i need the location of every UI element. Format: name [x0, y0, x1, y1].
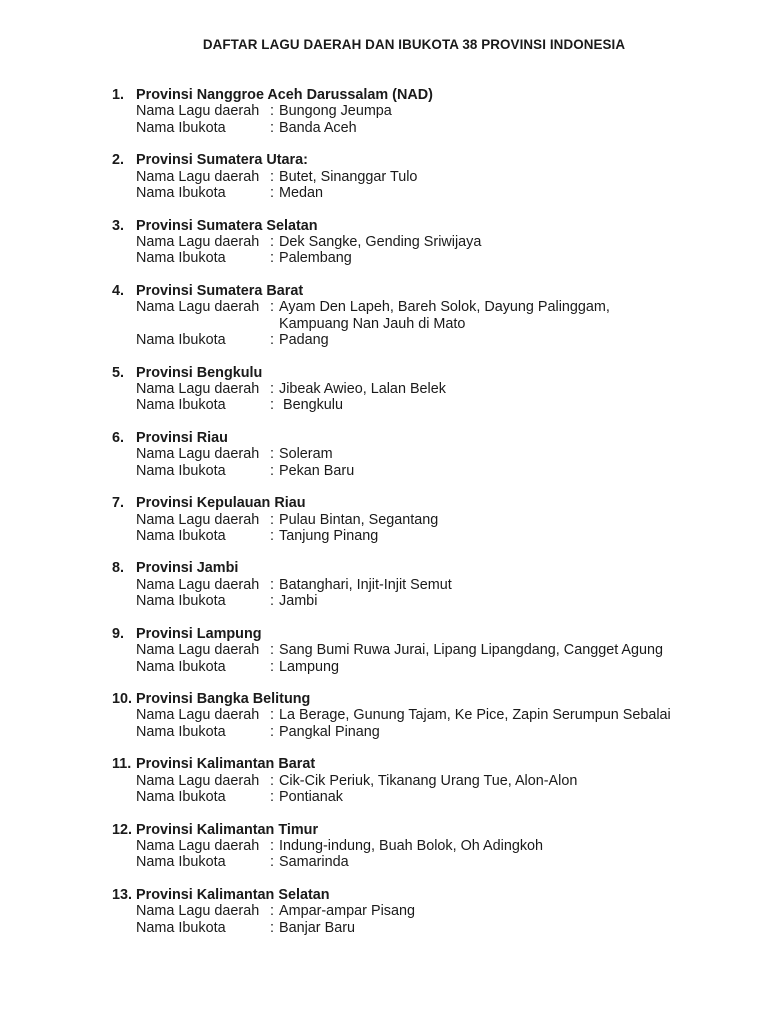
capital-label: Nama Ibukota [136, 250, 226, 267]
entry-number: 11. [112, 756, 132, 773]
capital-row [136, 185, 323, 201]
province-entry [0, 560, 768, 625]
separator: : [270, 576, 274, 593]
song-row [136, 169, 417, 185]
capital-label: Nama Ibukota [136, 723, 226, 740]
song-row [136, 103, 392, 119]
capital-row [136, 250, 352, 266]
song-value-continued: Kampuang Nan Jauh di Mato [279, 315, 466, 332]
capital-label: Nama Ibukota [136, 593, 226, 610]
entry-number: 3. [112, 217, 125, 234]
song-row [136, 707, 671, 723]
capital-row [136, 463, 354, 479]
song-value: Indung-indung, Buah Bolok, Oh Adingkoh [279, 838, 544, 855]
song-value: Bungong Jeumpa [279, 103, 392, 120]
separator: : [270, 103, 274, 120]
separator: : [270, 380, 274, 397]
separator: : [270, 185, 274, 202]
separator: : [270, 527, 274, 544]
capital-label: Nama Ibukota [136, 462, 226, 479]
capital-value: Lampung [279, 658, 340, 675]
song-value: Butet, Sinanggar Tulo [279, 168, 418, 185]
entry-number: 5. [112, 364, 125, 381]
song-value: Dek Sangke, Gending Sriwijaya [279, 233, 482, 250]
capital-row [136, 120, 357, 136]
separator: : [270, 168, 274, 185]
separator: : [270, 332, 274, 349]
capital-row [136, 593, 317, 609]
song-label: Nama Lagu daerah [136, 168, 260, 185]
song-label: Nama Lagu daerah [136, 642, 260, 659]
song-value: Jibeak Awieo, Lalan Belek [279, 380, 446, 397]
song-row [136, 299, 610, 315]
province-entry [0, 365, 768, 430]
province-entry [0, 430, 768, 495]
capital-row [136, 789, 343, 805]
entry-number: 8. [112, 560, 125, 577]
song-label: Nama Lagu daerah [136, 707, 260, 724]
capital-row [136, 724, 380, 740]
province-name: Provinsi Sumatera Barat [136, 282, 304, 299]
song-label: Nama Lagu daerah [136, 903, 260, 920]
province-entry [0, 495, 768, 560]
song-label: Nama Lagu daerah [136, 299, 260, 316]
separator: : [270, 919, 274, 936]
song-label: Nama Lagu daerah [136, 446, 260, 463]
entry-number: 13. [112, 886, 133, 903]
song-value: Sang Bumi Ruwa Jurai, Lipang Lipangdang, Cangget Agung [279, 642, 664, 659]
song-label: Nama Lagu daerah [136, 103, 260, 120]
separator: : [270, 250, 274, 267]
capital-value: Banjar Baru [279, 919, 355, 936]
province-list [0, 87, 768, 952]
province-name: Provinsi Sumatera Selatan [136, 217, 318, 234]
separator: : [270, 593, 274, 610]
separator: : [270, 789, 274, 806]
separator: : [270, 772, 274, 789]
capital-label: Nama Ibukota [136, 397, 226, 414]
capital-label: Nama Ibukota [136, 332, 226, 349]
song-value: Batanghari, Injit-Injit Semut [279, 576, 452, 593]
separator: : [270, 642, 274, 659]
song-label: Nama Lagu daerah [136, 838, 260, 855]
entry-number: 12. [112, 821, 133, 838]
song-value: Ampar-ampar Pisang [279, 903, 415, 920]
province-entry [0, 887, 768, 952]
separator: : [270, 723, 274, 740]
song-value: Ayam Den Lapeh, Bareh Solok, Dayung Palinggam, [279, 299, 610, 316]
capital-label: Nama Ibukota [136, 658, 226, 675]
capital-label: Nama Ibukota [136, 919, 226, 936]
song-row [136, 577, 452, 593]
song-label: Nama Lagu daerah [136, 511, 260, 528]
province-name: Provinsi Kepulauan Riau [136, 495, 306, 512]
capital-row [136, 332, 329, 348]
capital-value: Bengkulu [279, 397, 344, 414]
song-value: Soleram [279, 446, 333, 463]
province-entry [0, 152, 768, 217]
capital-row [136, 920, 355, 936]
capital-row [136, 854, 349, 870]
entry-number: 6. [112, 429, 125, 446]
separator: : [270, 233, 274, 250]
capital-row [136, 528, 378, 544]
capital-label: Nama Ibukota [136, 854, 226, 871]
capital-value: Banda Aceh [279, 119, 357, 136]
separator: : [270, 446, 274, 463]
capital-row [136, 659, 339, 675]
separator: : [270, 462, 274, 479]
capital-label: Nama Ibukota [136, 119, 226, 136]
province-entry [0, 218, 768, 283]
song-row [136, 838, 543, 854]
entry-number: 4. [112, 282, 125, 299]
province-name: Provinsi Riau [136, 429, 228, 446]
province-entry [0, 87, 768, 152]
province-entry [0, 283, 768, 365]
separator: : [270, 397, 274, 414]
province-name: Provinsi Kalimantan Barat [136, 756, 316, 773]
entry-number: 2. [112, 152, 125, 169]
song-label: Nama Lagu daerah [136, 772, 260, 789]
province-name: Provinsi Kalimantan Timur [136, 821, 319, 838]
capital-value: Pontianak [279, 789, 344, 806]
capital-value: Palembang [279, 250, 352, 267]
entry-number: 10. [112, 691, 133, 708]
song-value: Pulau Bintan, Segantang [279, 511, 439, 528]
province-entry [0, 626, 768, 691]
province-name: Provinsi Kalimantan Selatan [136, 886, 330, 903]
song-row [136, 381, 446, 397]
capital-value: Samarinda [279, 854, 349, 871]
province-name: Provinsi Nanggroe Aceh Darussalam (NAD) [136, 87, 433, 103]
capital-value: Pangkal Pinang [279, 723, 380, 740]
song-row [136, 234, 481, 250]
province-entry [0, 691, 768, 756]
song-row [136, 773, 577, 789]
song-row [136, 903, 415, 919]
province-name: Provinsi Sumatera Utara: [136, 152, 308, 169]
province-entry [0, 756, 768, 821]
separator: : [270, 854, 274, 871]
province-name: Provinsi Jambi [136, 560, 239, 577]
entry-number: 1. [112, 87, 125, 103]
entry-number: 7. [112, 495, 125, 512]
separator: : [270, 707, 274, 724]
province-name: Provinsi Bengkulu [136, 364, 263, 381]
separator: : [270, 119, 274, 136]
capital-label: Nama Ibukota [136, 527, 226, 544]
document-title: DAFTAR LAGU DAERAH DAN IBUKOTA 38 PROVINSI INDONESIA [202, 37, 626, 52]
separator: : [270, 658, 274, 675]
province-name: Provinsi Lampung [136, 625, 262, 642]
song-row [136, 642, 663, 658]
capital-value: Jambi [279, 593, 318, 610]
song-row [136, 446, 333, 462]
separator: : [270, 511, 274, 528]
province-entry [0, 822, 768, 887]
separator: : [270, 903, 274, 920]
capital-value: Medan [279, 185, 324, 202]
song-value: La Berage, Gunung Tajam, Ke Pice, Zapin Serumpun Sebalai [279, 707, 671, 724]
capital-label: Nama Ibukota [136, 789, 226, 806]
separator: : [270, 299, 274, 316]
song-label: Nama Lagu daerah [136, 576, 260, 593]
song-value: Cik-Cik Periuk, Tikanang Urang Tue, Alon-Alon [279, 772, 578, 789]
capital-value: Tanjung Pinang [279, 527, 379, 544]
capital-value: Pekan Baru [279, 462, 355, 479]
capital-label: Nama Ibukota [136, 185, 226, 202]
capital-value: Padang [279, 332, 329, 349]
province-name: Provinsi Bangka Belitung [136, 691, 311, 708]
separator: : [270, 838, 274, 855]
song-label: Nama Lagu daerah [136, 380, 260, 397]
song-row [136, 512, 438, 528]
song-label: Nama Lagu daerah [136, 233, 260, 250]
capital-row [136, 397, 343, 413]
entry-number: 9. [112, 625, 125, 642]
